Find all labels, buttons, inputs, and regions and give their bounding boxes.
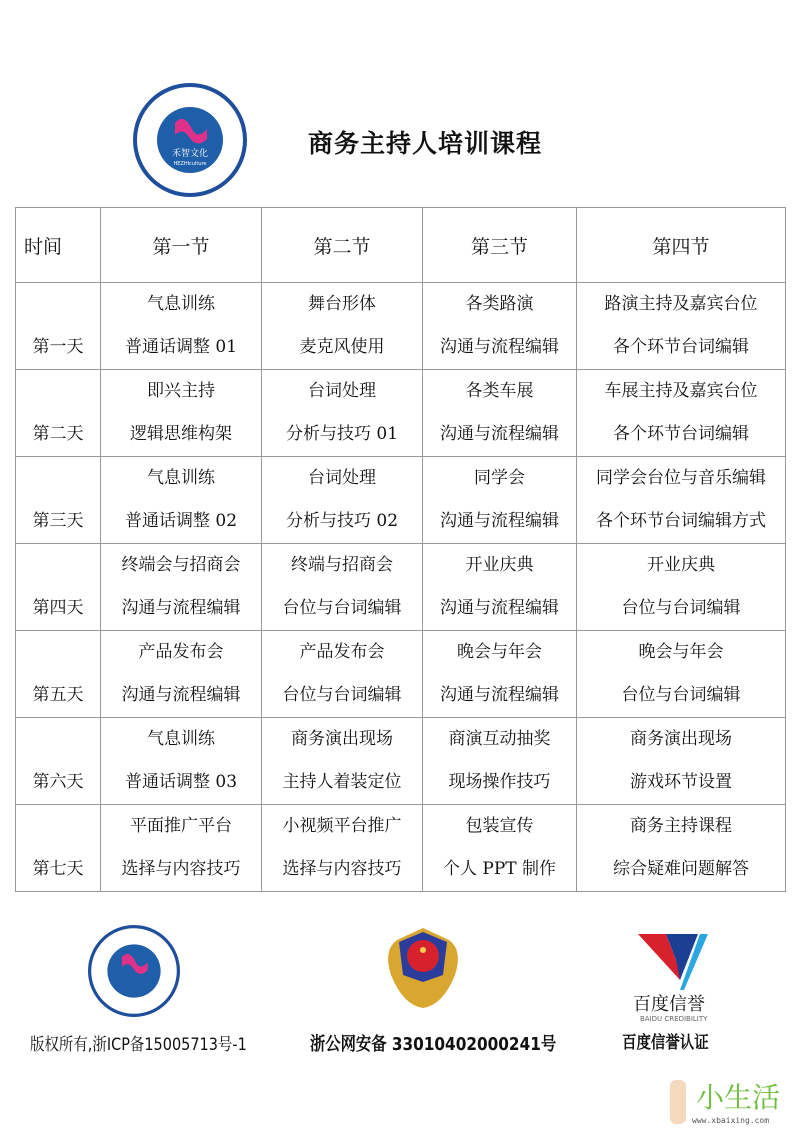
session-line: 商务演出现场	[630, 729, 732, 749]
session-cell	[262, 631, 423, 718]
course-table	[15, 207, 786, 892]
session-line: 晚会与年会	[457, 642, 542, 662]
session-line: 终端会与招商会	[121, 555, 241, 575]
session-line: 选择与内容技巧	[282, 859, 402, 879]
session-cell	[423, 718, 577, 805]
police-record-text[interactable]: 浙公网安备 33010402000241号	[310, 1034, 557, 1055]
session-line: 游戏环节设置	[630, 772, 732, 792]
session-line: 普通话调整 02	[124, 511, 238, 531]
day-cell: 第四天	[16, 544, 101, 631]
table-row	[16, 370, 786, 457]
session-cell	[262, 718, 423, 805]
session-line: 产品发布会	[299, 642, 385, 662]
baidu-credibility-text[interactable]: 百度信誉认证	[622, 1033, 709, 1053]
session-line: 各类路演	[465, 294, 534, 314]
session-line: 沟通与流程编辑	[121, 685, 241, 705]
column-header: 时间	[16, 208, 101, 283]
session-cell	[101, 718, 262, 805]
session-cell	[262, 370, 423, 457]
session-cell	[423, 544, 577, 631]
session-cell	[423, 457, 577, 544]
day-cell: 第七天	[16, 805, 101, 892]
session-line: 普通话调整 03	[124, 772, 238, 792]
session-line: 沟通与流程编辑	[121, 598, 241, 618]
day-cell: 第二天	[16, 370, 101, 457]
table-row	[16, 544, 786, 631]
table-row	[16, 457, 786, 544]
session-line: 同学会台位与音乐编辑	[596, 468, 766, 488]
session-cell	[577, 283, 786, 370]
session-line: 终端与招商会	[291, 555, 393, 575]
session-cell	[577, 631, 786, 718]
session-line: 沟通与流程编辑	[440, 511, 559, 531]
session-cell	[423, 631, 577, 718]
session-cell	[262, 283, 423, 370]
watermark: 小生活 www.xbaixing.com	[668, 1076, 793, 1131]
session-line: 逻辑思维构架	[130, 424, 232, 444]
session-cell	[101, 631, 262, 718]
column-header: 第二节	[262, 208, 423, 283]
session-line: 各类车展	[465, 381, 534, 401]
session-line: 台词处理	[308, 381, 376, 401]
session-cell	[423, 805, 577, 892]
session-line: 商务演出现场	[291, 729, 393, 749]
session-line: 同学会	[474, 468, 525, 488]
icp-text[interactable]: 版权所有,浙ICP备15005713号-1	[30, 1035, 247, 1055]
day-cell: 第三天	[16, 457, 101, 544]
session-line: 路演主持及嘉宾台位	[604, 294, 758, 314]
session-cell	[262, 544, 423, 631]
column-header: 第四节	[577, 208, 786, 283]
day-cell: 第一天	[16, 283, 101, 370]
session-cell	[423, 283, 577, 370]
session-line: 麦克风使用	[299, 337, 385, 357]
hezhi-footer-logo	[88, 925, 180, 1017]
session-line: 晚会与年会	[638, 642, 724, 662]
baidu-credibility-logo	[636, 932, 716, 992]
session-line: 选择与内容技巧	[121, 859, 241, 879]
session-cell	[101, 544, 262, 631]
session-line: 沟通与流程编辑	[440, 337, 559, 357]
table-row	[16, 805, 786, 892]
baidu-logo-en: BAIDU CREDIBILITY	[640, 1015, 708, 1023]
session-line: 商演互动抽奖	[448, 729, 551, 749]
session-line: 各个环节台词编辑	[613, 337, 749, 357]
hezhi-logo	[133, 83, 247, 197]
session-line: 沟通与流程编辑	[440, 598, 559, 618]
mascot-icon	[670, 1080, 686, 1124]
session-line: 车展主持及嘉宾台位	[604, 381, 758, 401]
session-line: 台位与台词编辑	[621, 598, 741, 618]
session-cell	[101, 457, 262, 544]
session-line: 现场操作技巧	[448, 772, 551, 792]
baidu-logo-text: 百度信誉	[633, 994, 705, 1015]
session-line: 各个环节台词编辑方式	[596, 511, 766, 531]
session-line: 产品发布会	[138, 642, 224, 662]
session-cell	[262, 805, 423, 892]
session-line: 分析与技巧 01	[285, 424, 399, 444]
police-emblem-icon	[383, 920, 463, 1010]
session-line: 综合疑难问题解答	[613, 859, 749, 879]
session-line: 开业庆典	[647, 555, 715, 575]
session-line: 小视频平台推广	[282, 816, 402, 836]
session-line: 舞台形体	[308, 294, 376, 314]
svg-text:HEZHIculture: HEZHIculture	[173, 161, 207, 167]
session-cell	[577, 544, 786, 631]
svg-text:禾智文化: 禾智文化	[171, 149, 209, 159]
page-title: 商务主持人培训课程	[308, 129, 543, 158]
session-line: 开业庆典	[465, 555, 534, 575]
session-line: 气息训练	[147, 468, 215, 488]
session-line: 各个环节台词编辑	[613, 424, 749, 444]
session-cell	[101, 370, 262, 457]
session-cell	[577, 718, 786, 805]
table-row	[16, 283, 786, 370]
session-line: 台词处理	[308, 468, 376, 488]
table-row	[16, 718, 786, 805]
session-line: 普通话调整 01	[124, 337, 238, 357]
session-line: 分析与技巧 02	[285, 511, 399, 531]
day-cell: 第六天	[16, 718, 101, 805]
column-header: 第一节	[101, 208, 262, 283]
session-line: 主持人着装定位	[282, 772, 402, 792]
session-line: 包装宣传	[465, 816, 534, 836]
session-line: 个人 PPT 制作	[442, 859, 557, 879]
session-cell	[101, 283, 262, 370]
session-line: 商务主持课程	[630, 816, 732, 836]
session-line: 台位与台词编辑	[282, 598, 402, 618]
session-line: 沟通与流程编辑	[440, 424, 559, 444]
session-line: 气息训练	[147, 294, 215, 314]
session-line: 平面推广平台	[130, 816, 232, 836]
session-cell	[577, 457, 786, 544]
session-cell	[577, 370, 786, 457]
session-cell	[423, 370, 577, 457]
session-line: 台位与台词编辑	[282, 685, 402, 705]
session-line: 即兴主持	[147, 381, 215, 401]
session-line: 台位与台词编辑	[621, 685, 741, 705]
table-row	[16, 631, 786, 718]
session-cell	[577, 805, 786, 892]
session-line: 气息训练	[147, 729, 215, 749]
column-header: 第三节	[423, 208, 577, 283]
session-line: 沟通与流程编辑	[440, 685, 559, 705]
session-cell	[101, 805, 262, 892]
day-cell: 第五天	[16, 631, 101, 718]
session-cell	[262, 457, 423, 544]
